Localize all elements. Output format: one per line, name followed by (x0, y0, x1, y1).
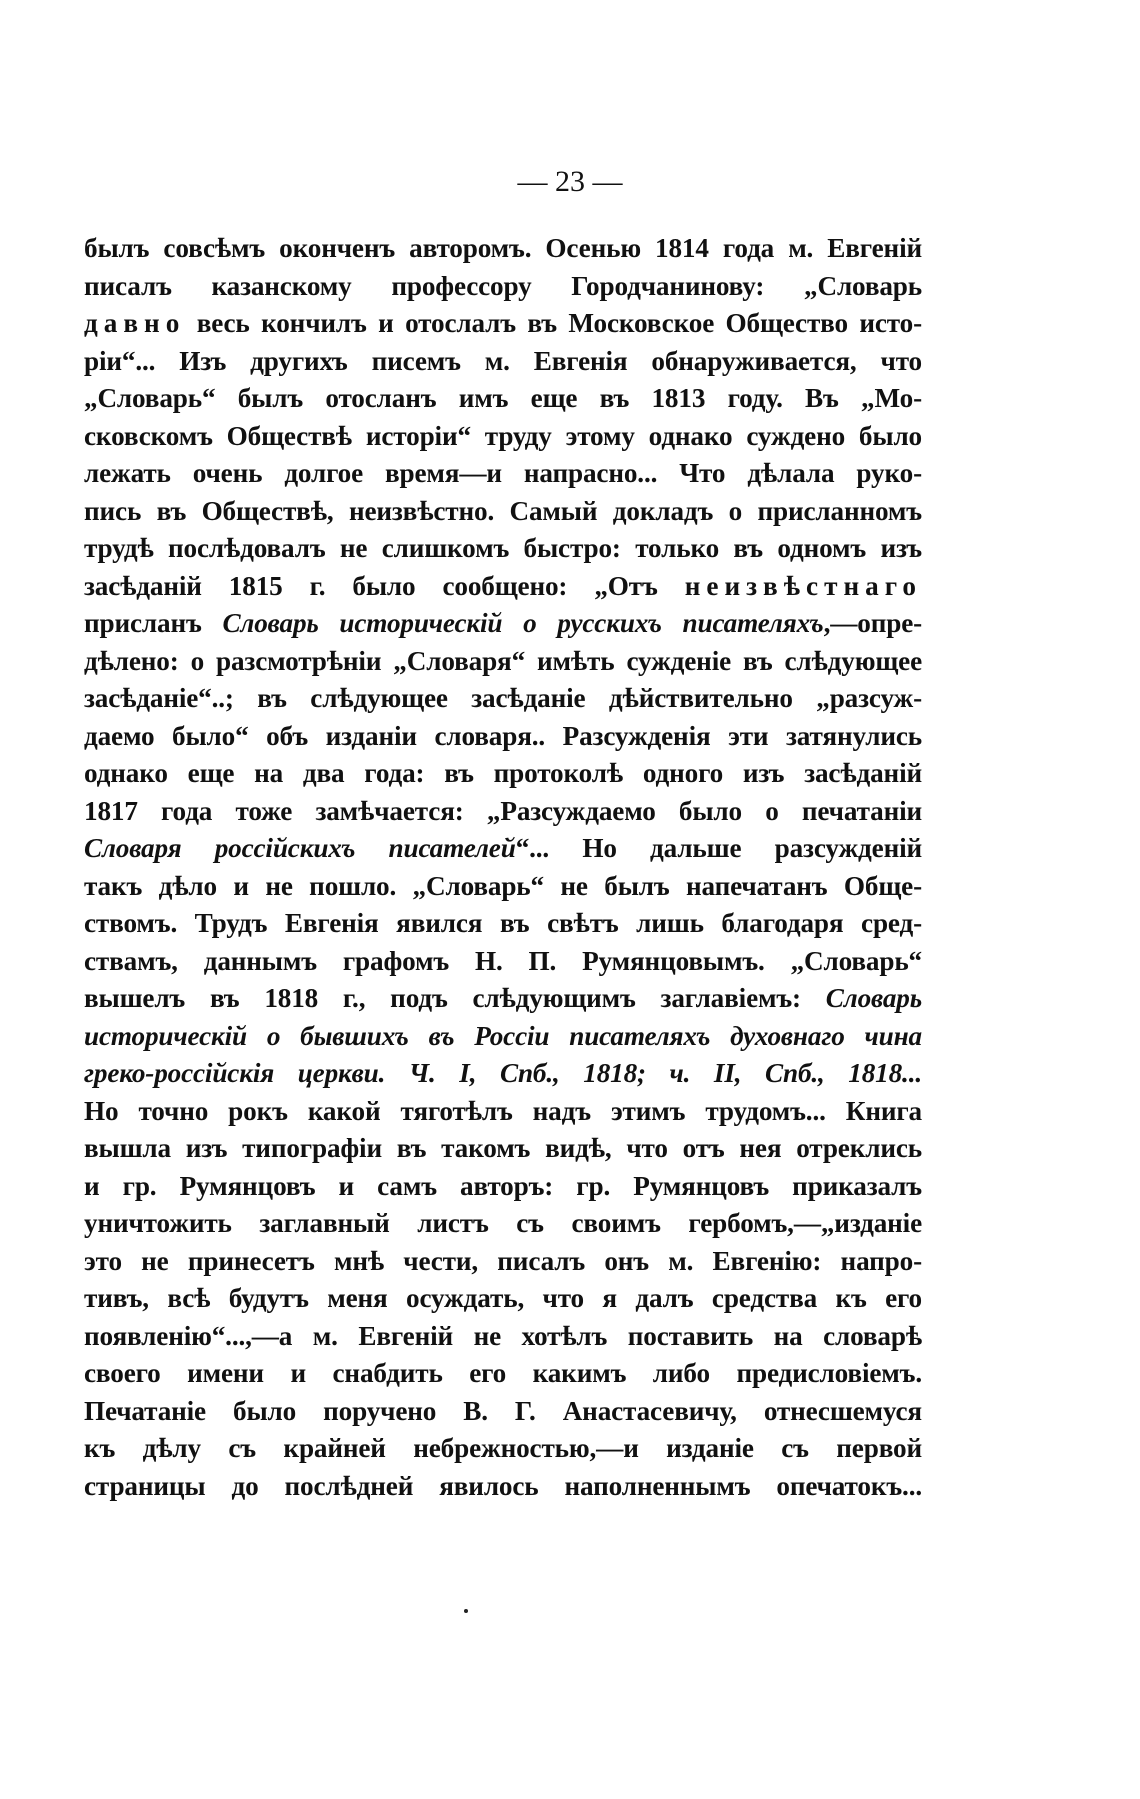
text-line (84, 1280, 922, 1318)
text-segment: появленію“...,—а м. Евгеній не хотѣлъ поставить на словарѣ (84, 1320, 922, 1351)
text-segment: страницы до послѣдней явилось наполненнымъ опечатокъ... (84, 1470, 922, 1501)
text-line (84, 830, 922, 868)
text-segment: Словарь историческій о русскихъ писателяхъ (222, 608, 824, 638)
text-line (84, 980, 922, 1018)
text-segment: такъ дѣло и не пошло. „Словарь“ не былъ напечатанъ Обще- (84, 870, 922, 901)
text-segment: Но точно рокъ какой тяготѣлъ надъ этимъ трудомъ... Книга (84, 1095, 922, 1126)
text-line (84, 793, 922, 831)
text-segment: къ дѣлу съ крайней небрежностью,—и изданіе съ первой (84, 1433, 922, 1463)
text-segment: весь кончилъ и отослалъ въ Московское Общество исто- (185, 308, 922, 338)
text-segment: писалъ казанскому профессору Городчанинову: „Словарь (84, 270, 922, 301)
text-line (84, 905, 922, 943)
text-segment: ствамъ, даннымъ графомъ Н. П. Румянцовымъ. „Словарь“ (84, 945, 922, 976)
print-speck (464, 1609, 468, 1613)
text-segment: это не принесетъ мнѣ чести, писалъ онъ м. Евгенію: напро- (84, 1245, 922, 1276)
text-line (84, 268, 922, 306)
text-segment: Печатаніе было поручено В. Г. Анастасевичу, отнесшемуся (84, 1395, 922, 1426)
text-line (84, 1430, 922, 1468)
text-segment: присланъ (84, 608, 223, 638)
text-segment: вышла изъ типографіи въ такомъ видѣ, что отъ нея отреклись (84, 1133, 922, 1163)
text-segment: и гр. Румянцовъ и самъ авторъ: гр. Румянцовъ приказалъ (84, 1170, 922, 1201)
text-line (84, 493, 922, 531)
text-segment: сковскомъ Обществѣ исторіи“ труду этому однако суждено было (84, 420, 922, 451)
text-line (84, 455, 922, 493)
text-line (84, 943, 922, 981)
text-segment: 1817 года тоже замѣчается: „Разсуждаемо было о печатаніи (84, 795, 922, 826)
text-segment: однако еще на два года: въ протоколѣ одного изъ засѣданій (84, 758, 922, 788)
text-segment: трудѣ послѣдовалъ не слишкомъ быстро: только въ одномъ изъ (84, 533, 922, 563)
text-segment: давно (84, 308, 186, 338)
text-line (84, 305, 922, 343)
text-segment: дѣлено: о разсмотрѣніи „Словаря“ имѣть сужденіе въ слѣдующее (84, 645, 922, 676)
text-line (84, 1355, 922, 1393)
text-segment: ріи“... Изъ другихъ писемъ м. Евгенія обнаруживается, что (84, 345, 922, 376)
text-segment: греко-россійскія церкви. Ч. I, Спб., 1818; ч. II, Спб., 1818... (84, 1058, 922, 1088)
text-segment: “... Но дальше разсужденій (515, 833, 922, 863)
text-segment: уничтожить заглавный листъ съ своимъ гербомъ,—„изданіе (84, 1208, 922, 1238)
text-segment: засѣданій 1815 г. было сообщено: „Отъ (84, 570, 685, 601)
text-segment: „Словарь“ былъ отосланъ имъ еще въ 1813 году. Въ „Мо- (84, 383, 922, 413)
text-line (84, 418, 922, 456)
text-line (84, 605, 922, 643)
text-line (84, 1318, 922, 1356)
text-segment: тивъ, всѣ будутъ меня осуждать, что я далъ средства къ его (84, 1283, 922, 1313)
text-line (84, 343, 922, 381)
text-segment: ,—опре- (823, 608, 923, 638)
text-segment: вышелъ въ 1818 г., подъ слѣдующимъ заглавіемъ: (84, 983, 826, 1013)
text-segment: Словаря россійскихъ писателей (84, 833, 516, 863)
text-line (84, 230, 922, 268)
text-line (84, 1168, 922, 1206)
text-line (84, 1018, 922, 1056)
body-text (84, 230, 922, 1505)
text-segment: засѣданіе“..; въ слѣдующее засѣданіе дѣйствительно „разсуж- (84, 683, 922, 713)
text-line (84, 530, 922, 568)
page-number: — 23 — (517, 165, 623, 198)
text-segment: ствомъ. Трудъ Евгенія явился въ свѣтъ лишь благодаря сред- (84, 908, 922, 938)
text-segment: неизвѣстнаго (684, 570, 922, 601)
text-line (84, 1468, 922, 1506)
text-segment: своего имени и снабдить его какимъ либо предисловіемъ. (84, 1358, 922, 1388)
text-line (84, 1205, 922, 1243)
text-segment: былъ совсѣмъ оконченъ авторомъ. Осенью 1814 года м. Евгеній (84, 233, 922, 263)
text-line (84, 1393, 922, 1431)
text-segment: Словарь (825, 983, 922, 1013)
text-line (84, 568, 922, 606)
text-line (84, 680, 922, 718)
text-segment: лежать очень долгое время—и напрасно... Что дѣлала руко- (84, 458, 922, 488)
text-line (84, 1130, 922, 1168)
text-segment: даемо было“ объ изданіи словаря.. Разсужденія эти затянулись (84, 720, 922, 751)
text-line (84, 643, 922, 681)
text-line (84, 868, 922, 906)
text-line (84, 1243, 922, 1281)
text-segment: историческій о бывшихъ въ Россіи писателяхъ духовнаго чина (84, 1020, 922, 1051)
text-line (84, 1093, 922, 1131)
text-line (84, 718, 922, 756)
text-line (84, 380, 922, 418)
text-line (84, 1055, 922, 1093)
text-line (84, 755, 922, 793)
text-segment: пись въ Обществѣ, неизвѣстно. Самый докладъ о присланномъ (84, 495, 922, 526)
